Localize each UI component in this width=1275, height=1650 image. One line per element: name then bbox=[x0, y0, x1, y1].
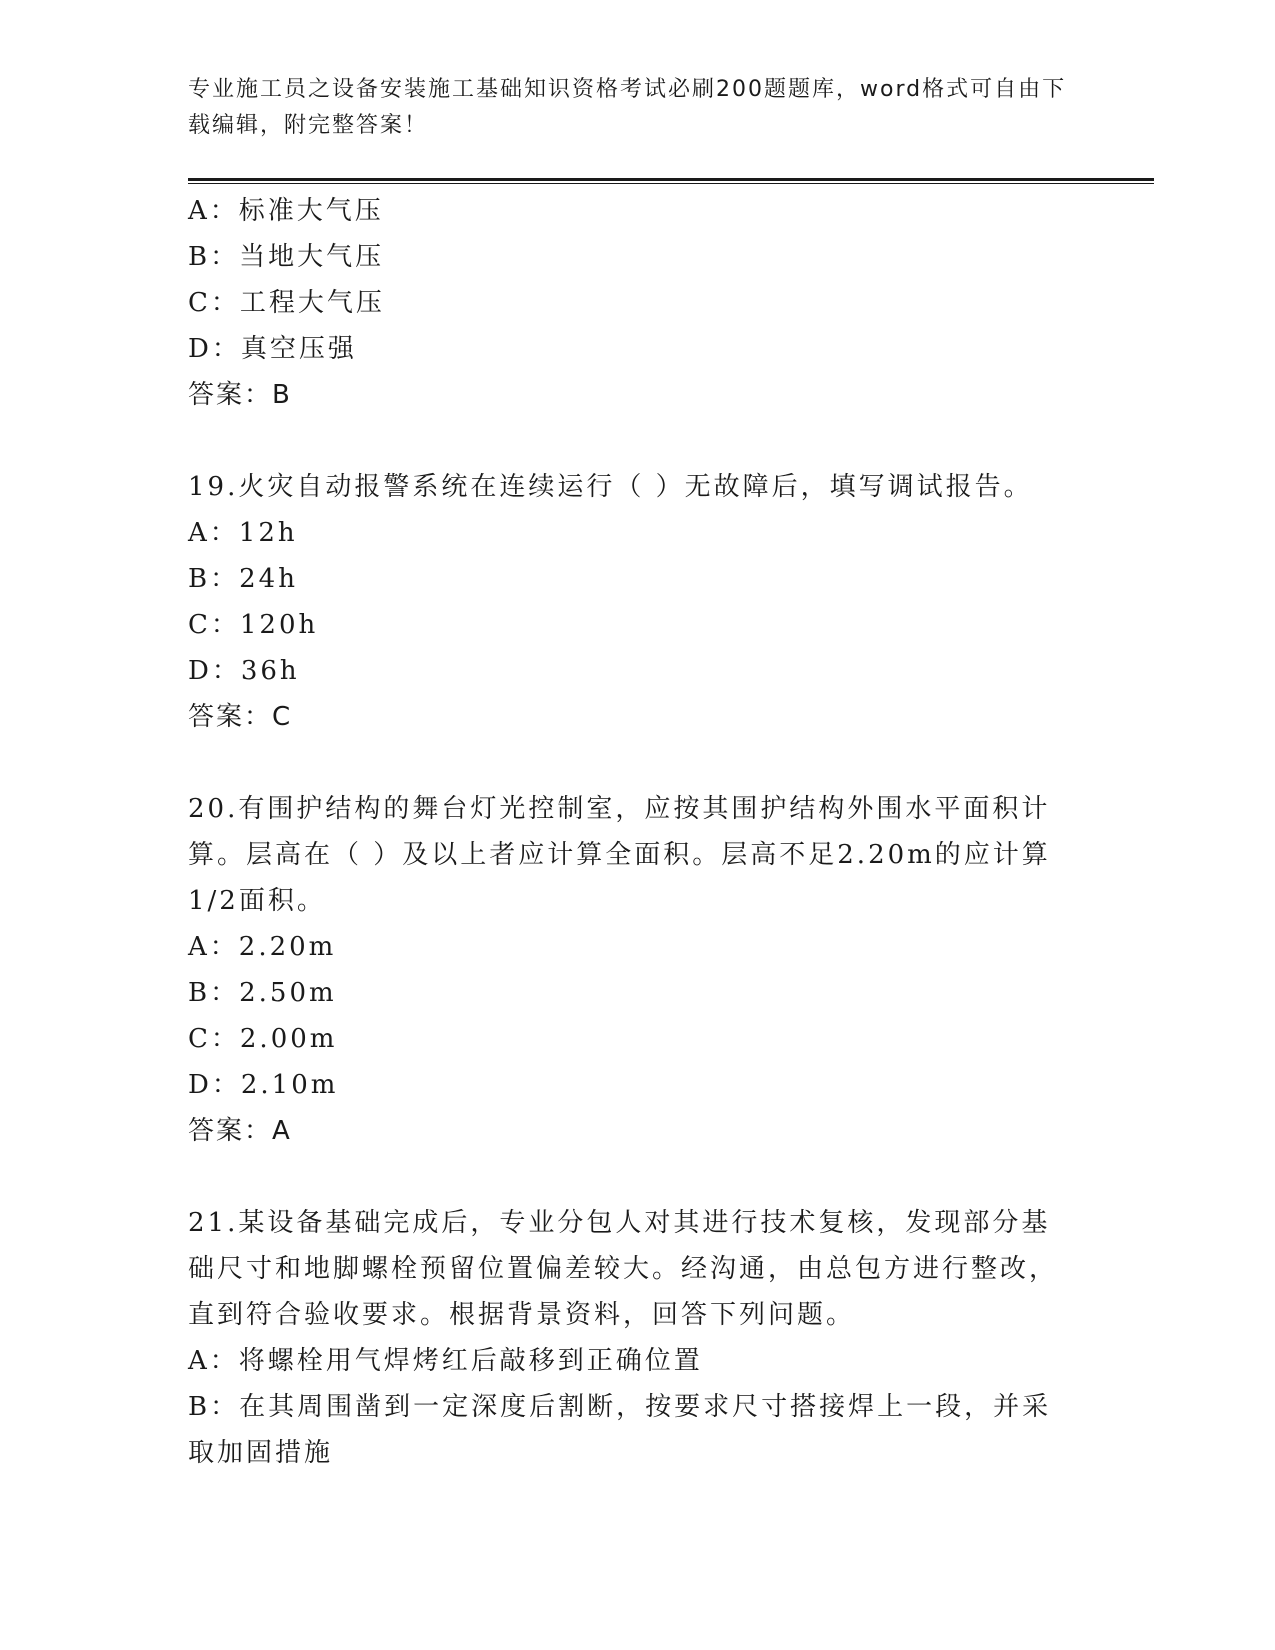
option-c: C：2.00m bbox=[188, 1024, 338, 1054]
option-b: B：24h bbox=[188, 564, 298, 594]
question-18 bbox=[188, 188, 1078, 418]
option-d: D：36h bbox=[188, 656, 300, 686]
spacer bbox=[188, 418, 1078, 464]
option-d: D：真空压强 bbox=[188, 334, 357, 364]
question-text: 21.某设备基础完成后，专业分包人对其进行技术复核，发现部分基础尺寸和地脚螺栓预留位置偏差较大。经沟通，由总包方进行整改，直到符合验收要求。根据背景资料，回答下列问题。 bbox=[188, 1208, 1059, 1330]
option-b: B：在其周围凿到一定深度后割断，按要求尺寸搭接焊上一段，并采取加固措施 bbox=[188, 1392, 1052, 1468]
question-20 bbox=[188, 786, 1078, 1154]
option-b: B：2.50m bbox=[188, 978, 337, 1008]
option-d: D：2.10m bbox=[188, 1070, 339, 1100]
question-content bbox=[188, 188, 1078, 1476]
question-19 bbox=[188, 464, 1078, 740]
option-a: A：标准大气压 bbox=[188, 196, 384, 226]
answer-line: 答案：B bbox=[188, 380, 292, 410]
spacer bbox=[188, 740, 1078, 786]
page-header: 专业施工员之设备安装施工基础知识资格考试必刷200题题库，word格式可自由下载编辑，附完整答案！ bbox=[188, 77, 1067, 138]
answer-line: 答案：C bbox=[188, 702, 293, 732]
option-a: A：将螺栓用气焊烤红后敲移到正确位置 bbox=[188, 1346, 703, 1376]
option-b: B：当地大气压 bbox=[188, 242, 385, 272]
spacer bbox=[188, 1154, 1078, 1200]
option-a: A：2.20m bbox=[188, 932, 337, 962]
question-21 bbox=[188, 1200, 1078, 1476]
question-text: 19.火灾自动报警系统在连续运行（ ）无故障后，填写调试报告。 bbox=[188, 472, 1033, 502]
header-divider-thick bbox=[188, 178, 1154, 181]
option-a: A：12h bbox=[188, 518, 298, 548]
option-c: C：120h bbox=[188, 610, 319, 640]
answer-line: 答案：A bbox=[188, 1116, 292, 1146]
header-divider-thin bbox=[188, 183, 1154, 184]
question-text: 20.有围护结构的舞台灯光控制室，应按其围护结构外围水平面积计算。层高在（ ）及以上者应计算全面积。层高不足2.20m的应计算1/2面积。 bbox=[188, 794, 1051, 916]
option-c: C：工程大气压 bbox=[188, 288, 385, 318]
